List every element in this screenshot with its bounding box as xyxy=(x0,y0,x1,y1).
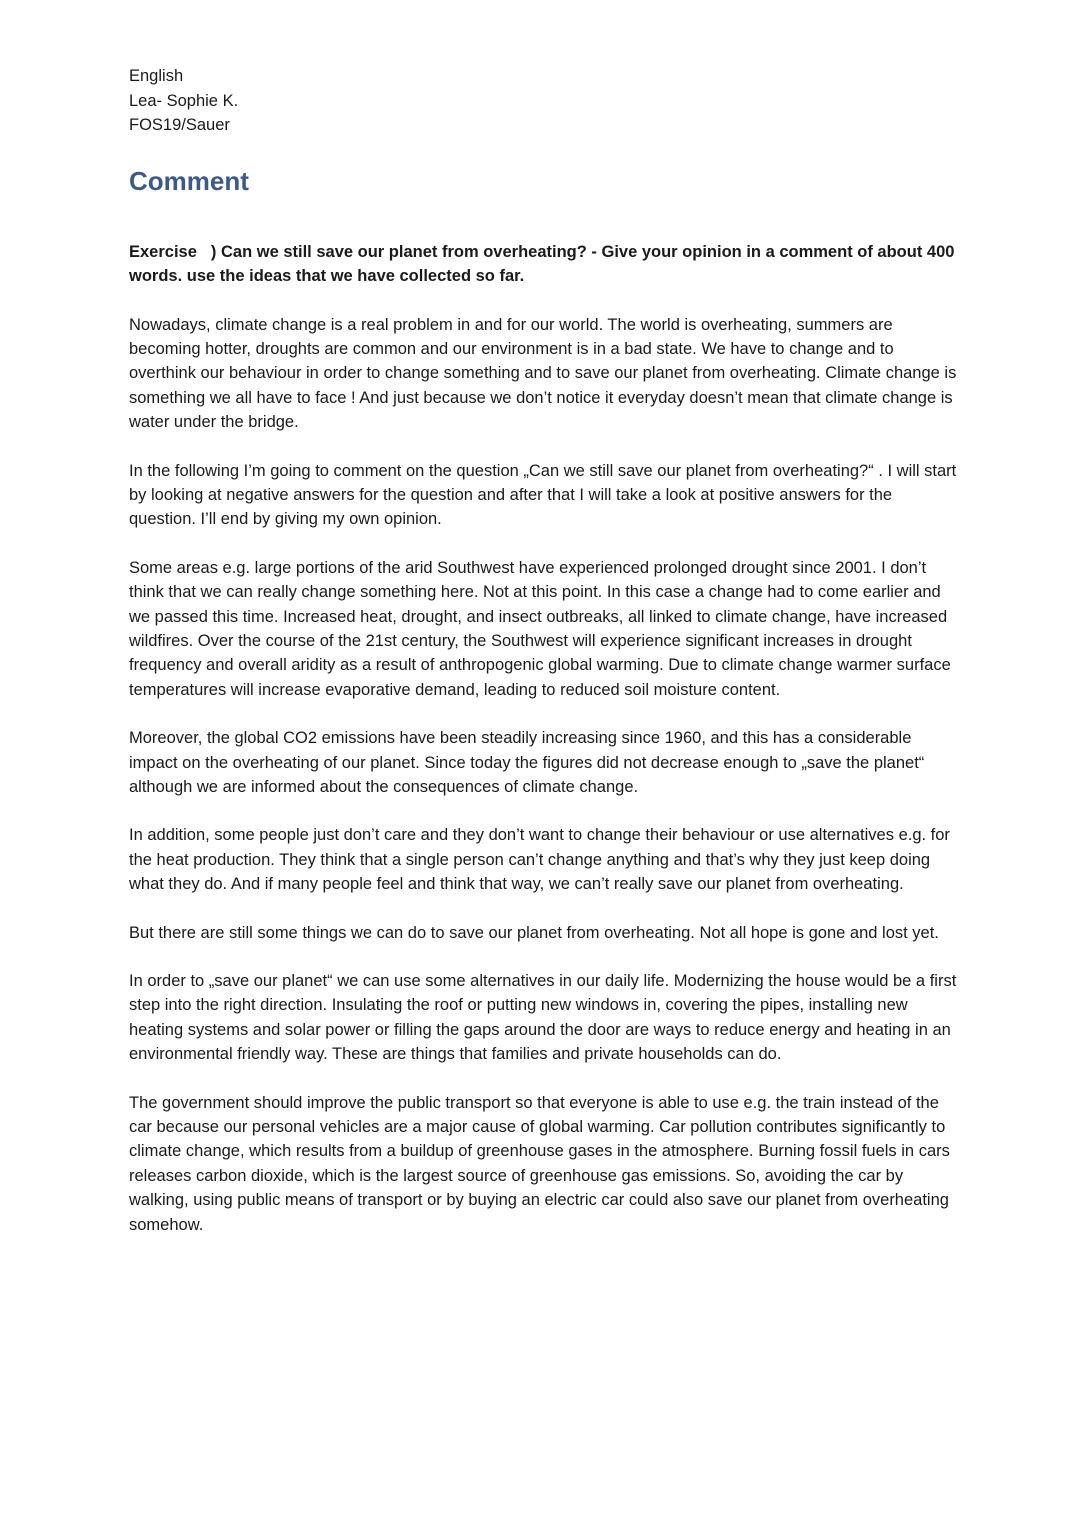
class-teacher-line: FOS19/Sauer xyxy=(129,116,230,134)
paragraph-people: In addition, some people just don’t care and they don’t want to change their behaviour or use alternatives e.g. for the heat production. They think that a single person can’t change anything and that’s why they just keep doing what they do. And if many people feel and think that way, we can’t really save our planet from overheating. xyxy=(129,826,950,894)
author-line: Lea- Sophie K. xyxy=(129,91,239,110)
paragraph-intro: Nowadays, climate change is a real problem in and for our world. The world is overheating, summers are becoming hotter, droughts are common and our environment is in a bad state. We have to change and to overthink our behaviour in order to change something and to save our planet from overheating. Climate change is something we all have to face ! And just because we don’t notice it everyday doesn’t mean that climate change is water under the bridge. xyxy=(129,315,957,432)
paragraph-alternatives: In order to „save our planet“ we can use some alternatives in our daily life. Modernizing the house would be a first step into the right direction. Insulating the roof or putting new windows in, covering the pipes, installing new heating systems and solar power or filling the gaps around the door are ways to reduce energy and heating in an environmental friendly way. These are things that families and private households can do. xyxy=(129,972,957,1064)
exercise-text: ) Can we still save our planet from overheating? - Give your opinion in a comment of about 400 words. use the ideas that we have collected so far. xyxy=(129,242,955,285)
document-header xyxy=(129,64,959,138)
document-title: Comment xyxy=(129,165,249,196)
paragraph-outline: In the following I’m going to comment on the question „Can we still save our planet from overheating?“ . I will start by looking at negative answers for the question and after that I will take a look at positive answers for the question. I’ll end by giving my own opinion. xyxy=(129,461,957,529)
exercise-label: Exercise xyxy=(129,242,197,261)
exercise-prompt xyxy=(129,240,959,289)
paragraph-co2: Moreover, the global CO2 emissions have been steadily increasing since 1960, and this has a considerable impact on the overheating of our planet. Since today the figures did not decrease enough to „save the planet“ although we are informed about the consequences of climate change. xyxy=(129,729,925,796)
paragraph-transport: The government should improve the public transport so that everyone is able to use e.g. the train instead of the car because our personal vehicles are a major cause of global warming. Car pollution contributes significantly to climate change, which results from a buildup of greenhouse gases in the atmosphere. Burning fossil fuels in cars releases carbon dioxide, which is the largest source of greenhouse gas emissions. So, avoiding the car by walking, using public means of transport or by buying an electric car could also save our planet from overheating somehow. xyxy=(129,1093,950,1234)
subject-line: English xyxy=(129,67,184,85)
document-page xyxy=(129,64,959,1237)
paragraph-drought: Some areas e.g. large portions of the arid Southwest have experienced prolonged drought since 2001. I don’t think that we can really change something here. Not at this point. In this case a change had to come earlier and we passed this time. Increased heat, drought, and insect outbreaks, all linked to climate change, have increased wildfires. Over the course of the 21st century, the Southwest will experience significant increases in drought frequency and overall aridity as a result of anthropogenic global warming. Due to climate change warmer surface temperatures will increase evaporative demand, leading to reduced soil moisture content. xyxy=(129,558,951,699)
paragraph-hope: But there are still some things we can do to save our planet from overheating. Not all hope is gone and lost yet. xyxy=(129,923,939,942)
